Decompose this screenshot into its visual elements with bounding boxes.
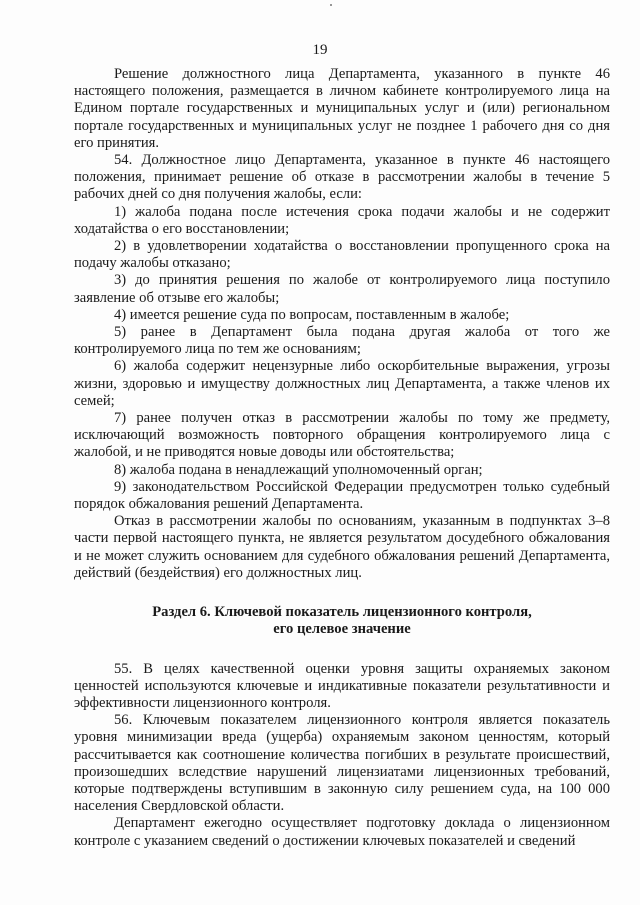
paragraph-item-56: 56. Ключевым показателем лицензионного контроля является показатель уровня минимизации вреда (ущерба) охраняемым законом ценностям, который рассчитывается как соотношение количества погибших в результате происшествий, произошедших вследствие нарушений лицензиатами лицензионных требований, которые подтверждены вступившим в законную силу решением суда, на 100 000 населения Свердловской области.	[74, 712, 610, 815]
list-item: 9) законодательством Российской Федерации предусмотрен только судебный порядок обжалования решений Департамента.	[74, 478, 610, 513]
section-heading-line: его целевое значение	[273, 621, 411, 638]
list-item: 7) ранее получен отказ в рассмотрении жалобы по тому же предмету, исключающий возможность повторного обращения контролируемого лица с жалобой, и не приводятся новые доводы или обстоятельства;	[74, 410, 610, 461]
section-heading	[74, 604, 610, 638]
paragraph: Департамент ежегодно осуществляет подготовку доклада о лицензионном контроле с указанием сведений о достижении ключевых показателей и сведений	[74, 815, 610, 849]
list-item: 5) ранее в Департамент была подана другая жалоба от того же контролируемого лица по тем же основаниям;	[74, 324, 610, 358]
list-item: 1) жалоба подана после истечения срока подачи жалобы и не содержит ходатайства о его восстановлении;	[74, 203, 610, 237]
page-number: 19	[312, 42, 328, 58]
list-item: 8) жалоба подана в ненадлежащий уполномоченный орган;	[114, 461, 483, 478]
paragraph: Решение должностного лица Департамента, указанного в пункте 46 настоящего положения, размещается в личном кабинете контролируемого лица на Едином портале государственных и муниципальных услуг и (или) региональном портале государственных и муниципальных услуг не позднее 1 рабочего дня со дня его принятия.	[74, 66, 610, 151]
paragraph-item-55: 55. В целях качественной оценки уровня защиты охраняемых законом ценностей используются ключевые и индикативные показатели результативности и эффективности лицензионного контроля.	[74, 660, 610, 711]
list-item: 2) в удовлетворении ходатайства о восстановлении пропущенного срока на подачу жалобы отказано;	[74, 238, 610, 272]
list-item: 3) до принятия решения по жалобе от контролируемого лица поступило заявление об отзыве его жалобы;	[74, 272, 610, 306]
scan-speck	[330, 4, 332, 6]
section-heading-line: Раздел 6. Ключевой показатель лицензионного контроля,	[152, 604, 532, 621]
document-body	[74, 66, 610, 850]
paragraph-item-54: 54. Должностное лицо Департамента, указанное в пункте 46 настоящего положения, принимает решение об отказе в рассмотрении жалобы в течение 5 рабочих дней со дня получения жалобы, если:	[74, 152, 610, 203]
list-item: 6) жалоба содержит нецензурные либо оскорбительные выражения, угрозы жизни, здоровью и имуществу должностных лиц Департамента, а также членов их семей;	[74, 358, 610, 409]
list-item: 4) имеется решение суда по вопросам, поставленным в жалобе;	[114, 306, 510, 323]
paragraph: Отказ в рассмотрении жалобы по основаниям, указанным в подпунктах 3–8 части первой настоящего пункта, не является результатом досудебного обжалования и не может служить основанием для судебного обжалования решений Департамента, действий (бездействия) его должностных лиц.	[74, 513, 610, 581]
